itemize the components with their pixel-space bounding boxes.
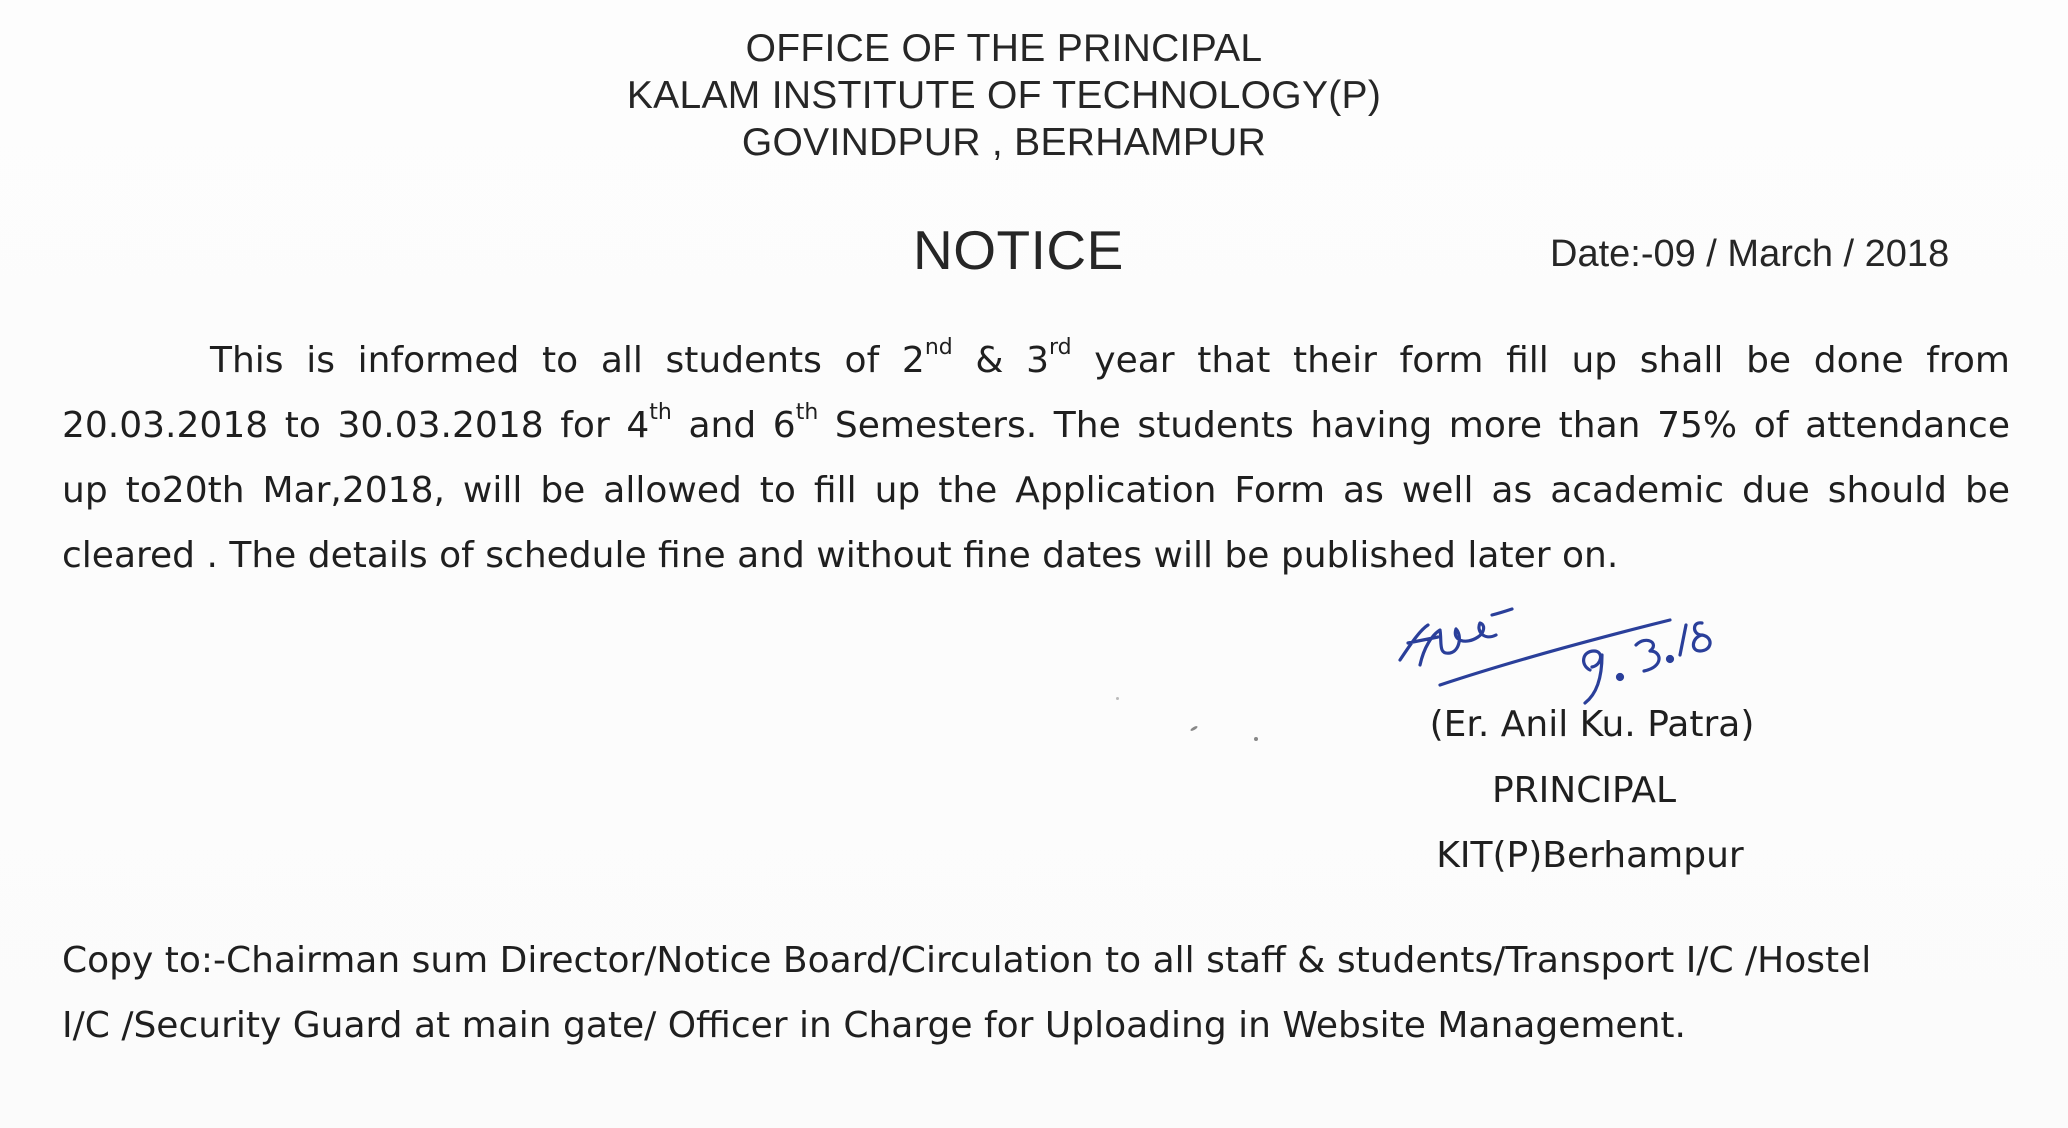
body-text-segment: 20.03.2018 to 30.03.2018 for 4 <box>62 405 650 446</box>
notice-body-line-2 <box>62 400 2010 446</box>
body-text-segment: year that their form fill up shall be done from <box>1071 340 2010 381</box>
body-text-segment: and 6 <box>671 405 796 446</box>
notice-title: NOTICE <box>913 219 1124 281</box>
signatory-org: KIT(P)Berhampur <box>1436 835 1744 876</box>
body-text-segment: This is informed to all students of 2 <box>210 340 925 381</box>
institute-location: GOVINDPUR , BERHAMPUR <box>741 121 1267 164</box>
paper-speck <box>1190 725 1198 732</box>
signatory-name: (Er. Anil Ku. Patra) <box>1429 704 1755 745</box>
institute-name: KALAM INSTITUTE OF TECHNOLOGY(P) <box>626 74 1382 117</box>
handwritten-signature <box>1380 585 1780 715</box>
copy-to-line-1: Copy to:-Chairman sum Director/Notice Board/Circulation to all staff & students/Transport I/C /Hostel <box>62 940 1872 981</box>
copy-to-line-2: I/C /Security Guard at main gate/ Officer in Charge for Uploading in Website Management. <box>62 1005 1686 1046</box>
ordinal-suffix: th <box>649 400 672 425</box>
notice-body-line-4: cleared . The details of schedule fine and without fine dates will be published later on. <box>62 535 1619 576</box>
body-text-segment: Semesters. The students having more than 75% of attendance <box>818 405 2010 446</box>
ordinal-suffix: rd <box>1049 335 1072 360</box>
body-text-segment: & 3 <box>952 340 1050 381</box>
paper-speck <box>1116 697 1119 700</box>
signatory-role: PRINCIPAL <box>1491 770 1677 811</box>
notice-body-line-3: up to20th Mar,2018, will be allowed to fill up the Application Form as well as academic due should be <box>62 470 2010 511</box>
ordinal-suffix: nd <box>924 335 953 360</box>
notice-date: Date:-09 / March / 2018 <box>1550 233 1950 275</box>
notice-body-line-1 <box>210 335 2010 381</box>
office-heading: OFFICE OF THE PRINCIPAL <box>745 27 1263 70</box>
ordinal-suffix: th <box>795 400 819 425</box>
paper-speck <box>1254 737 1258 741</box>
